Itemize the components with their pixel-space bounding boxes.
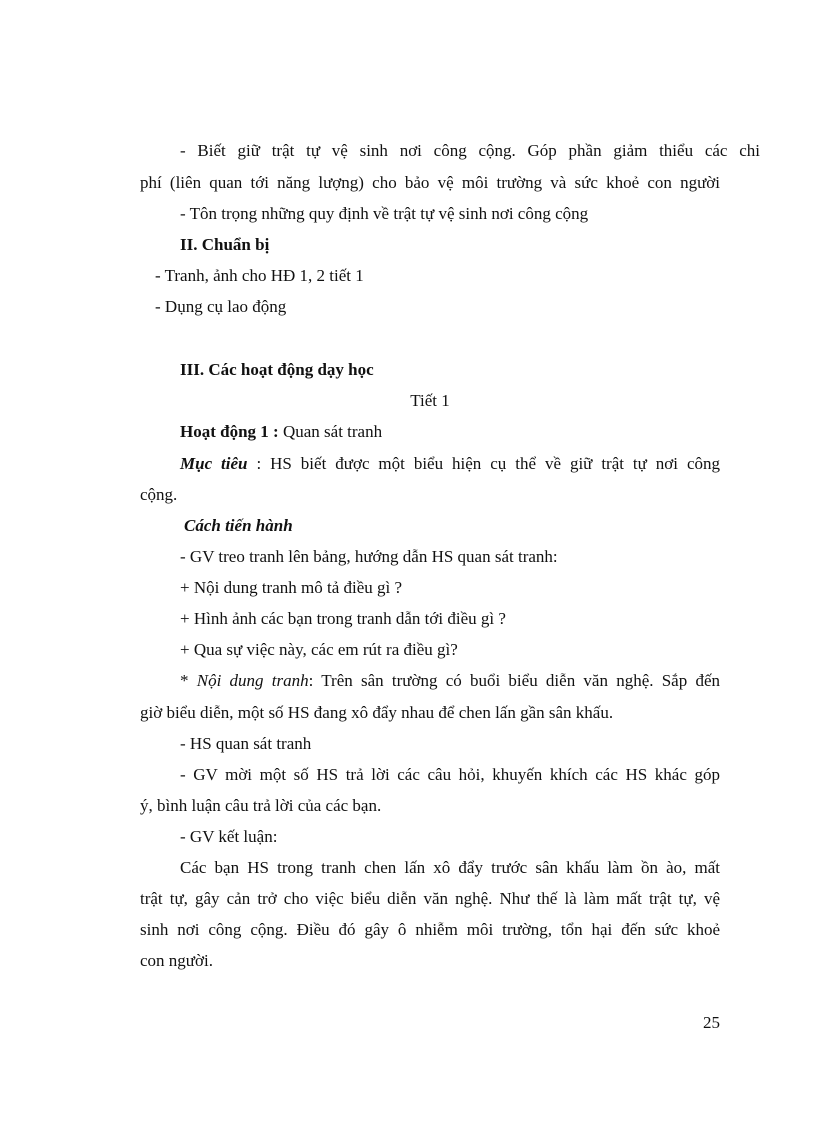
objective-label: Mục tiêu <box>180 454 248 473</box>
text-line: - Biết giữ trật tự vệ sinh nơi công cộng. Góp phần giảm thiểu các chi <box>180 141 760 160</box>
text-line: - Tranh, ảnh cho HĐ 1, 2 tiết 1 <box>155 266 364 285</box>
text-line: - GV mời một số HS trả lời các câu hỏi, khuyến khích các HS khác góp <box>180 765 720 784</box>
section-heading <box>180 355 760 385</box>
page-number: 25 <box>703 1013 720 1032</box>
lesson-title: Tiết 1 <box>410 391 450 410</box>
text-line: ý, bình luận câu trả lời của các bạn. <box>140 796 382 815</box>
conclusion-line: con người. <box>140 951 213 970</box>
conclusion-line: trật tự, gây cản trở cho việc biểu diễn văn nghệ. Như thế là làm mất trật tự, vệ <box>140 889 720 908</box>
conclusion-line: sinh nơi công cộng. Điều đó gây ô nhiễm môi trường, tổn hại đến sức khoẻ <box>140 920 720 939</box>
conclusion-line: Các bạn HS trong tranh chen lấn xô đẩy trước sân khấu làm ồn ào, mất <box>180 858 720 877</box>
text-line: + Hình ảnh các bạn trong tranh dẫn tới điều gì ? <box>180 609 506 628</box>
section-heading <box>180 230 760 260</box>
picture-content-label: Nội dung tranh <box>196 671 309 690</box>
picture-content-line <box>180 666 720 696</box>
text-line: - Tôn trọng những quy định về trật tự vệ sinh nơi công cộng <box>180 204 589 223</box>
activity-label: Hoạt động 1 : <box>180 422 279 441</box>
procedure-heading <box>184 511 764 541</box>
objective-text: : HS biết được một biểu hiện cụ thể về giữ trật tự nơi công <box>247 454 721 473</box>
activity-text: Quan sát tranh <box>278 422 383 441</box>
activity-line <box>180 417 760 447</box>
text-line: - GV treo tranh lên bảng, hướng dẫn HS quan sát tranh: <box>180 547 558 566</box>
text-line: cộng. <box>140 485 178 504</box>
picture-content-text: : Trên sân trường có buổi biểu diễn văn nghệ. Sắp đến <box>308 671 721 690</box>
text-line: - HS quan sát tranh <box>180 734 312 753</box>
text-line: + Qua sự việc này, các em rút ra điều gì? <box>180 640 458 659</box>
objective-line <box>180 449 720 479</box>
heading-text: III. Các hoạt động dạy học <box>180 360 374 379</box>
text-line: phí (liên quan tới năng lượng) cho bảo vệ môi trường và sức khoẻ con người <box>140 173 720 192</box>
star-bullet: * <box>180 671 197 690</box>
text-line: giờ biểu diễn, một số HS đang xô đẩy nhau để chen lấn gần sân khấu. <box>140 703 614 722</box>
text-line: + Nội dung tranh mô tả điều gì ? <box>180 578 403 597</box>
heading-text: II. Chuẩn bị <box>180 235 270 254</box>
text-line: - GV kết luận: <box>180 827 278 846</box>
procedure-label: Cách tiến hành <box>184 516 293 535</box>
text-line: - Dụng cụ lao động <box>155 297 287 316</box>
